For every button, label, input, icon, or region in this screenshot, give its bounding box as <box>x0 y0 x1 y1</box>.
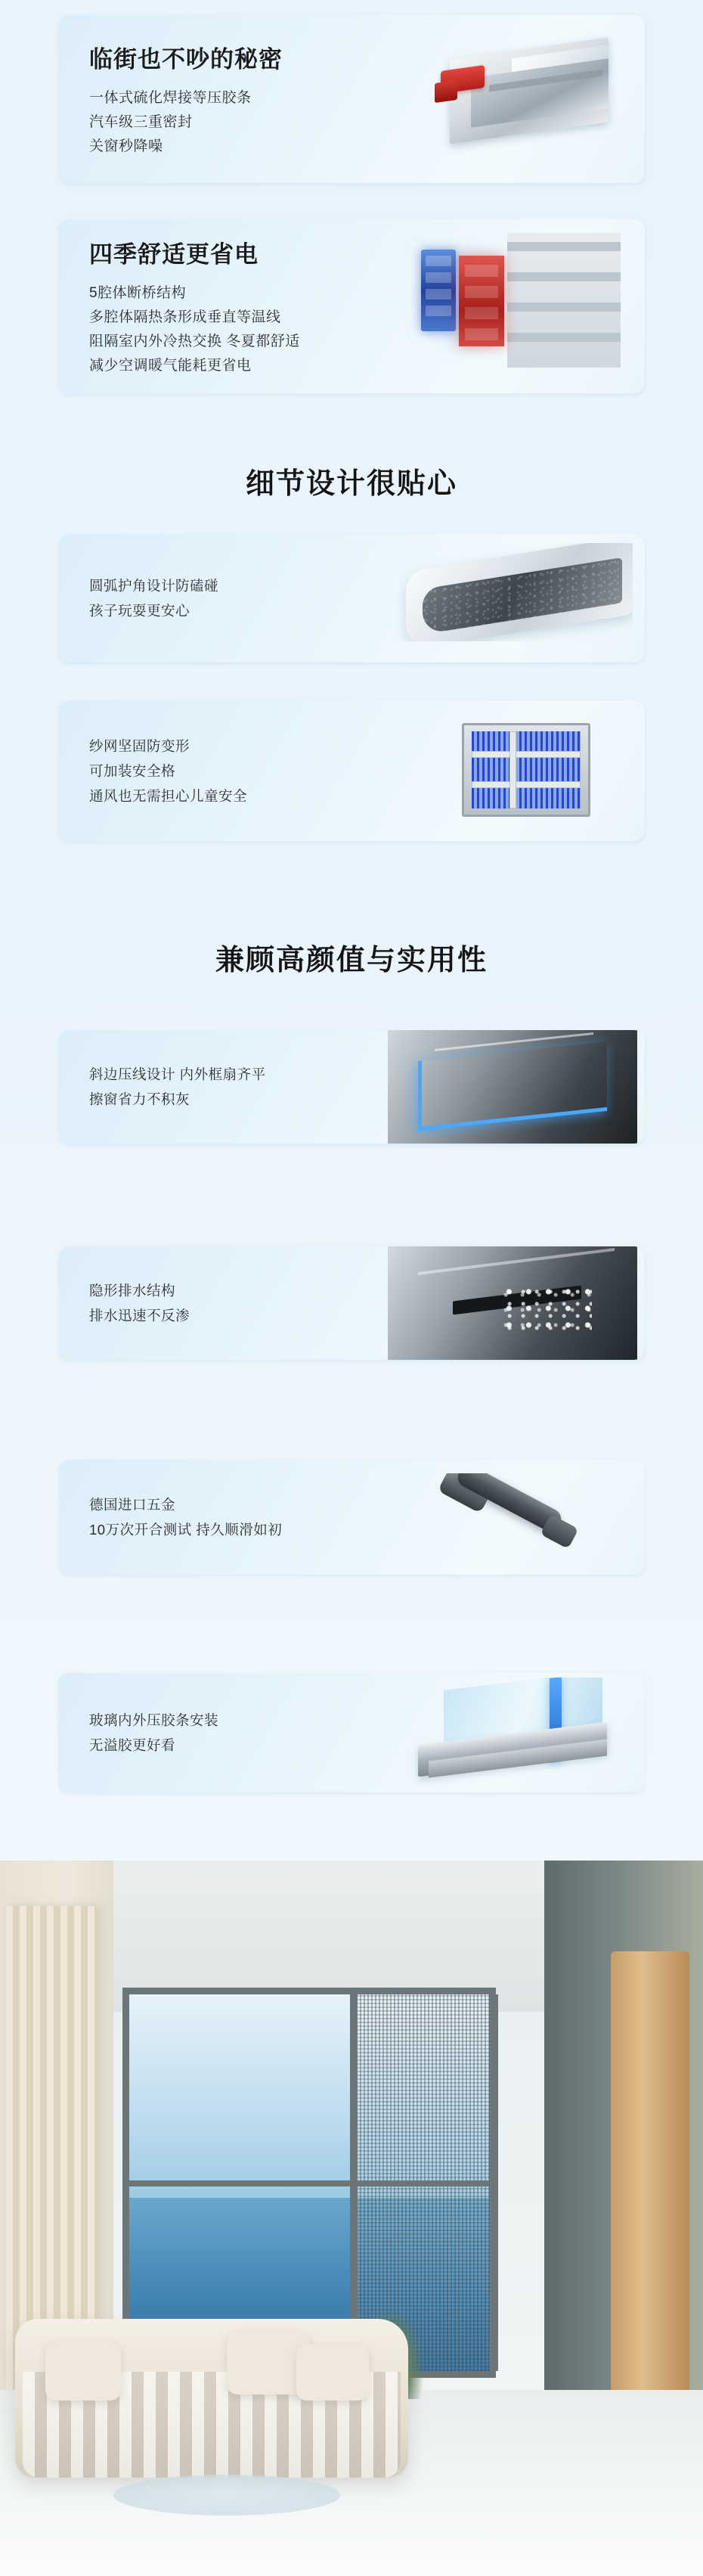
card-title: 临街也不吵的秘密 <box>89 45 283 73</box>
feature-card-drainage <box>59 1246 645 1360</box>
feature-card-hardware <box>59 1460 645 1575</box>
card-line: 圆弧护角设计防磕碰 <box>89 578 219 594</box>
card-line: 玻璃内外压胶条安装 <box>89 1712 219 1728</box>
window-handle-illustration <box>430 1473 612 1563</box>
card-line: 通风也无需担心儿童安全 <box>89 787 248 804</box>
card-line: 5腔体断桥结构 <box>89 284 187 301</box>
feature-card-text <box>89 1246 190 1360</box>
card-line: 擦窗省力不积灰 <box>89 1091 190 1107</box>
card-line: 纱网坚固防变形 <box>89 737 190 754</box>
card-line: 孩子玩耍更安心 <box>89 603 190 619</box>
card-line: 汽车级三重密封 <box>89 113 193 130</box>
feature-card-text <box>89 1460 282 1575</box>
screen-mesh-door-illustration <box>451 723 602 817</box>
feature-card-bevel-bead <box>59 1030 645 1144</box>
feature-card-round-corner <box>59 534 645 663</box>
feature-card-text <box>89 15 283 183</box>
living-room-window-photo <box>0 1861 703 2576</box>
card-line: 多腔体隔热条形成垂直等温线 <box>89 309 281 325</box>
hidden-drainage-illustration <box>388 1246 637 1360</box>
card-line: 关窗秒降噪 <box>89 138 163 154</box>
card-title: 四季舒适更省电 <box>89 241 259 268</box>
card-line: 10万次开合测试 持久顺滑如初 <box>89 1522 283 1538</box>
card-line: 斜边压线设计 内外框扇齐平 <box>89 1066 266 1082</box>
section-heading-beauty-utility: 兼顾高颜值与实用性 <box>215 945 488 976</box>
card-line: 排水迅速不反渗 <box>89 1308 190 1324</box>
feature-card-thermal <box>59 219 645 393</box>
feature-card-screen-mesh <box>59 700 645 841</box>
feature-card-soundproof <box>59 15 645 183</box>
thermal-break-profile-illustration <box>394 228 628 377</box>
card-line: 无溢胶更好看 <box>89 1737 176 1753</box>
card-line: 一体式硫化焊接等压胶条 <box>89 89 252 106</box>
feature-card-text <box>89 534 218 663</box>
card-line: 可加装安全格 <box>89 762 176 779</box>
rounded-corner-pad-illustration <box>383 543 633 641</box>
feature-card-text <box>89 219 300 393</box>
card-line: 德国进口五金 <box>89 1497 176 1513</box>
card-line: 减少空调暖气能耗更省电 <box>89 357 252 374</box>
card-line: 阻隔室内外冷热交换 冬夏都舒适 <box>89 333 300 349</box>
section-heading-detail-design: 细节设计很贴心 <box>245 468 457 500</box>
feature-card-text <box>89 1673 218 1792</box>
feature-card-text <box>89 700 247 841</box>
glass-bead-install-illustration <box>398 1678 625 1791</box>
feature-card-glass-bead <box>59 1673 645 1792</box>
bevel-corner-illustration <box>388 1030 637 1144</box>
feature-card-text <box>89 1030 266 1144</box>
window-profile-seal-illustration <box>398 29 625 157</box>
card-line: 隐形排水结构 <box>89 1283 176 1299</box>
